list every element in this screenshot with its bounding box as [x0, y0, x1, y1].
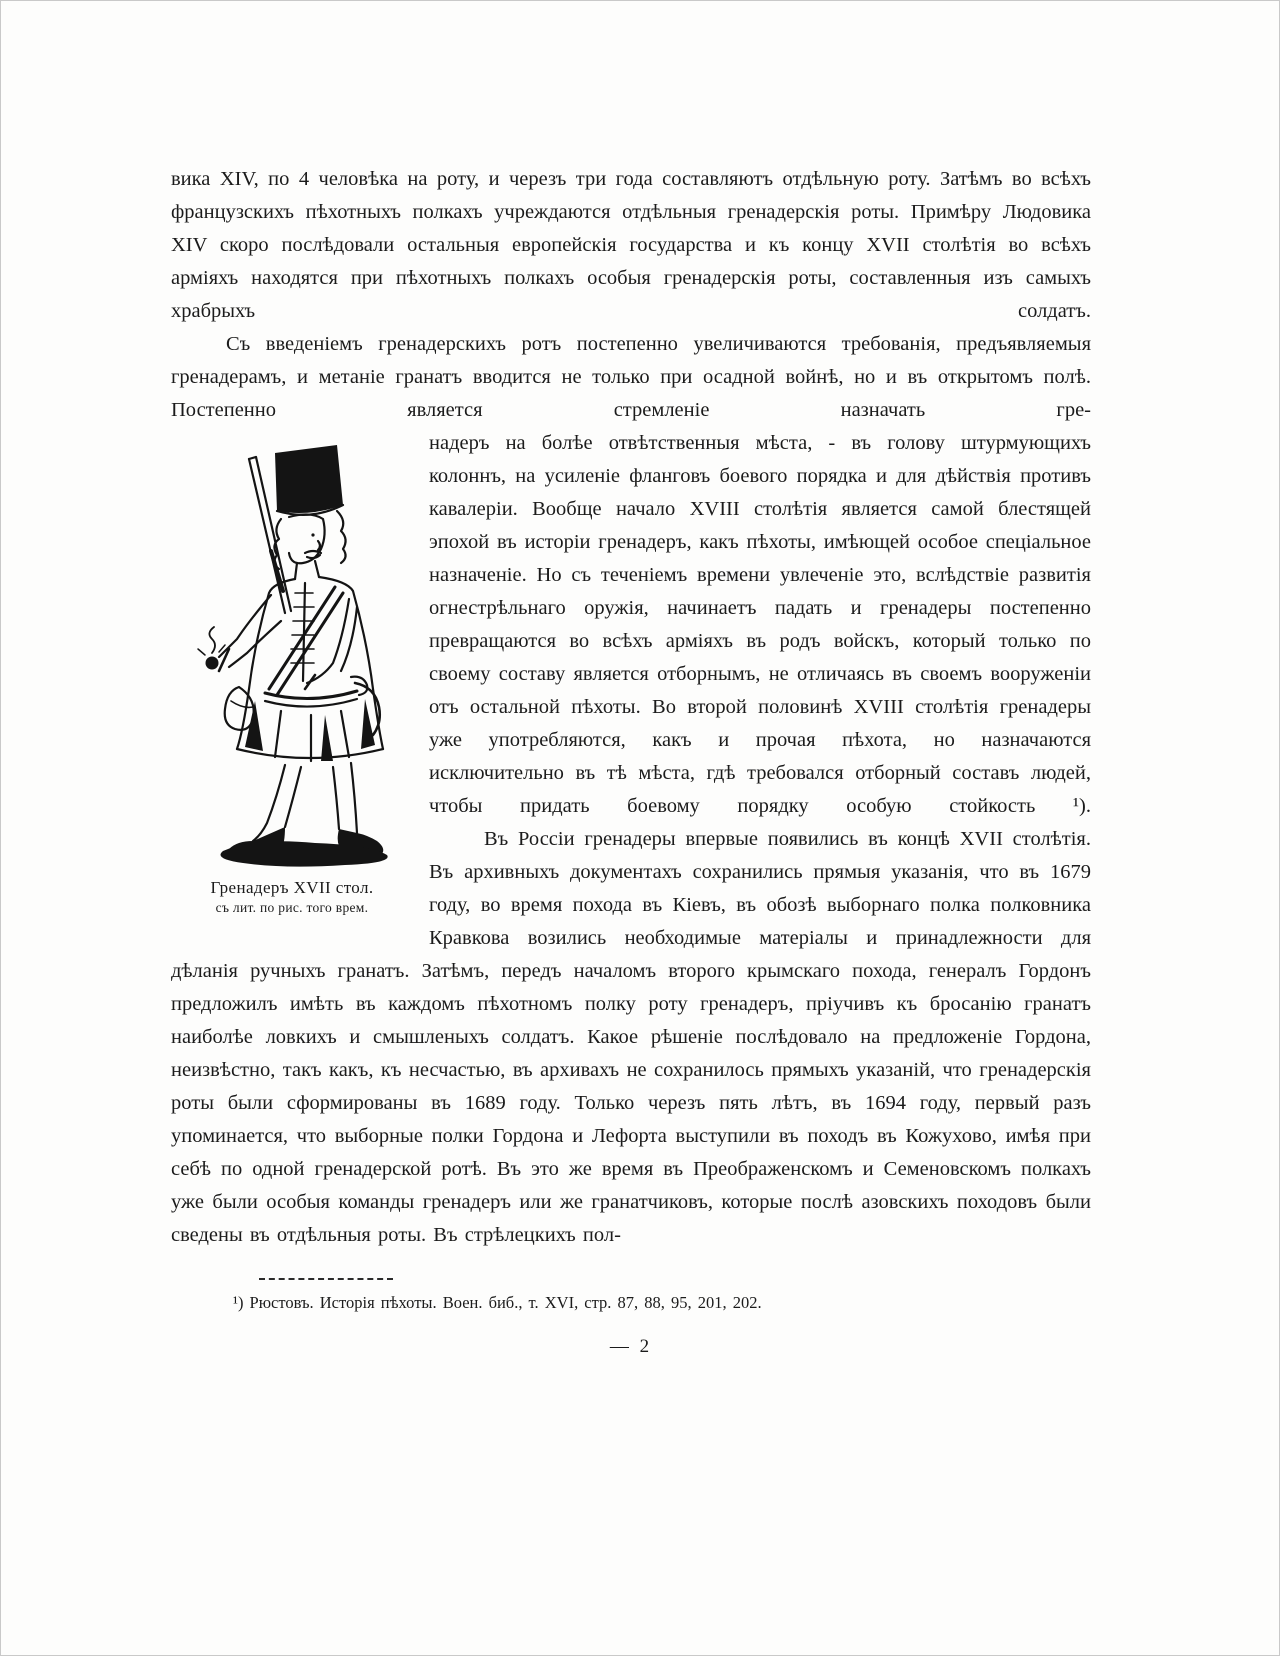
paragraph-continuation-louis-xiv: вика XIV, по 4 человѣка на роту, и черезъ три года составляютъ отдѣльную роту. Затѣмъ во всѣхъ французскихъ пѣхотныхъ полкахъ учреждаются отдѣльныя гренадерскія роты. Примѣру Людовика XIV скоро послѣдовали остальныя европейскія государства и къ концу XVII столѣтія во всѣхъ арміяхъ находятся при пѣхотныхъ полкахъ особыя гренадерскія роты, составленныя изъ самыхъ храбрыхъ солдатъ. — [171, 168, 1091, 322]
figure-caption-line1: Гренадеръ XVII стол. — [210, 878, 374, 897]
footnote-citation: ¹) Рюстовъ. Исторія пѣхоты. Воен. биб., т. XVI, стр. 87, 88, 95, 201, 202. — [233, 1293, 762, 1312]
paragraph-grenadiers-in-russia: Въ Россіи гренадеры впервые появились въ концѣ XVII столѣтія. Въ архивныхъ документахъ сохранились прямыя указанія, что въ 1679 году, во время похода въ Кіевъ, въ обозѣ выборнаго полка полковника Кравкова возились необходимые матеріалы и принадлежности для дѣланія ручныхъ гранатъ. Затѣмъ, передъ началомъ второго крымскаго похода, генералъ Гордонъ предложилъ имѣть въ каждомъ пѣхотномъ полку роту гренадеръ, пріучивъ къ бросанію гранатъ наиболѣе ловкихъ и смышленыхъ солдатъ. Какое рѣшеніе послѣдовало на предложеніе Гордона, неизвѣстно, такъ какъ, къ несчастью, въ архивахъ не сохранилось прямыхъ указаній, что гренадерскія роты были сформированы въ 1689 году. Только черезъ пять лѣтъ, въ 1694 году, первый разъ упоминается, что выборные полки Гордона и Лефорта выступили въ походъ въ Кожухово, имѣя при себѣ по одной гренадерской ротѣ. Въ это же время въ Преображенскомъ и Семеновскомъ полкахъ уже были особыя команды гренадеръ или же гранатчиковъ, которые послѣ азовскихъ походовъ были сведены въ отдѣльныя роты. Въ стрѣлецкихъ пол- — [171, 828, 1091, 1246]
page-number: — 2 — [609, 1336, 653, 1357]
paragraph-grenadier-companies: Съ введеніемъ гренадерскихъ ротъ постепенно увеличиваются требованія, предъявляемыя гренадерамъ, и метаніе гранатъ вводится не только при осадной войнѣ, но и въ открытомъ полѣ. Постепенно является стремленіе назначать гре- — [171, 333, 1091, 421]
paragraph-grenadier-decline: надеръ на болѣе отвѣтственныя мѣста, - въ голову штурмующихъ колоннъ, на усиленіе фланговъ боевого порядка и для дѣйствія противъ кавалеріи. Вообще начало XVIII столѣтія является самой блестящей эпохой въ исторіи гренадеръ, какъ пѣхоты, имѣющей особое спеціальное назначеніе. Но съ теченіемъ времени увлеченіе это, вслѣдствіе развитія огнестрѣльнаго оружія, начинаетъ падать и гренадеры постепенно превращаются во всѣхъ арміяхъ въ родъ войскъ, который только по своему составу является отборнымъ, не отличаясь въ своемъ вооруженіи отъ остальной пѣхоты. Во второй половинѣ XVIII столѣтія гренадеры уже употребляются, какъ и прочая пѣхота, но назначаются исключительно въ тѣ мѣста, гдѣ требовался отборный составъ людей, чтобы придать боевому порядку особую стойкость ¹). — [429, 432, 1091, 817]
grenadier-lithograph-illustration — [185, 431, 399, 869]
figure-caption-line2: съ лит. по рис. того врем. — [215, 900, 369, 915]
text-block — [171, 163, 1091, 1358]
footnote-separator — [259, 1278, 393, 1280]
grenadier-figure — [185, 431, 399, 917]
figure-caption — [185, 877, 399, 917]
